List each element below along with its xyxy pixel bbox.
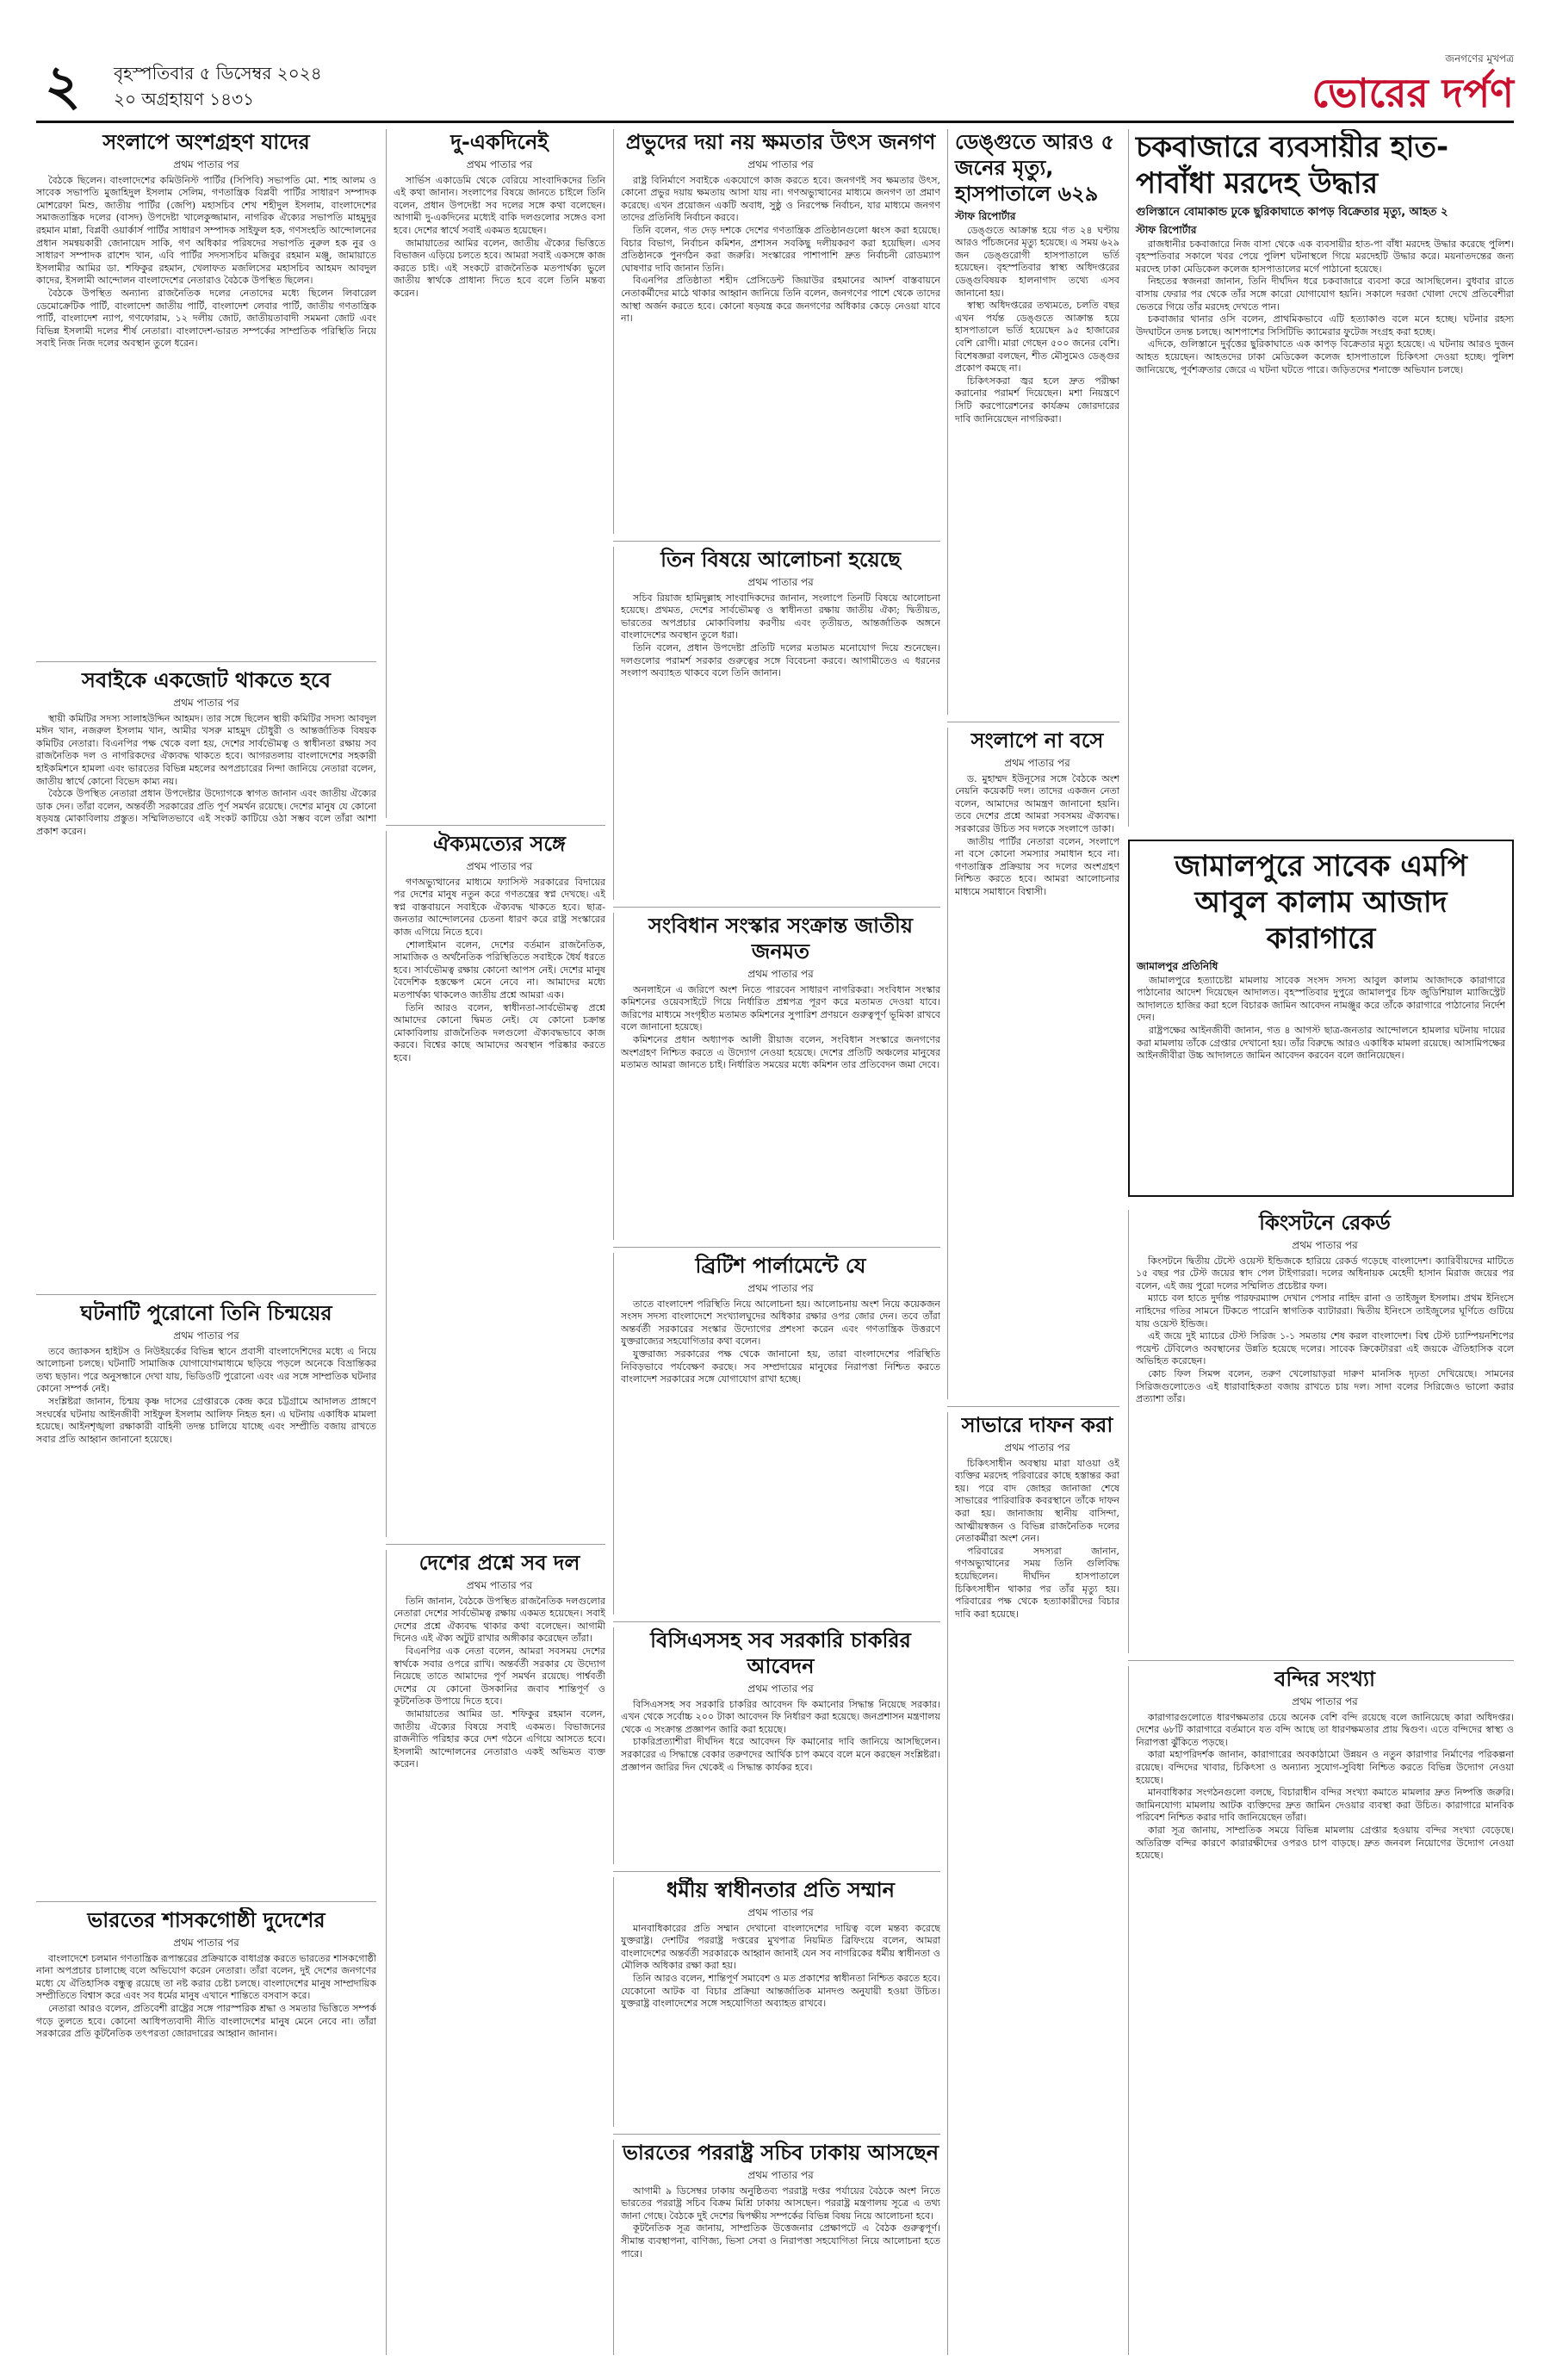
continued-label: প্রথম পাতার পর [747, 158, 814, 170]
paragraph: তিনি আরও বলেন, শান্তিপূর্ণ সমাবেশ ও মত প্রকাশের স্বাধীনতা নিশ্চিত করতে হবে। যেকোনো আটক বা বিচার প্রক্রিয়া আন্তর্জাতিক মানদণ্ড অনুযায়ী হওয়া উচিত। যুক্তরাষ্ট্র বাংলাদেশের সঙ্গে সহযোগিতা অব্যাহত রাখবে। [621, 1972, 940, 2010]
paragraph: পরিবারের সদস্যরা জানান, গণঅভ্যুত্থানের সময় তিনি গুলিবিদ্ধ হয়েছিলেন। দীর্ঘদিন হাসপাতালে চিকিৎসাধীন থাকার পর তাঁর মৃত্যু হয়। পরিবারের পক্ষ থেকে হত্যাকারীদের বিচার দাবি করা হয়েছে। [955, 1545, 1119, 1620]
paragraph: মানবাধিকারের প্রতি সম্মান দেখানো বাংলাদেশের দায়িত্ব বলে মন্তব্য করেছে যুক্তরাষ্ট্র। দেশটির পররাষ্ট্র দপ্তরের মুখপাত্র নিয়মিত ব্রিফিংয়ে বলেন, আমরা বাংলাদেশের অন্তর্বর্তী সরকারকে আহ্বান জানাই যেন সব নাগরিকের ধর্মীয় স্বাধীনতা ও মৌলিক অধিকার রক্ষা করা হয়। [621, 1922, 940, 1972]
continued-label: প্রথম পাতার পর [173, 1937, 239, 1949]
article [1128, 129, 1514, 827]
paragraph: বাংলাদেশে চলমান গণতান্ত্রিক রূপান্তরের প্রক্রিয়াকে বাধাগ্রস্ত করতে ভারতের শাসকগোষ্ঠী নানা অপপ্রচার চালাচ্ছে বলে অভিযোগ করেন নেতারা। তাঁরা বলেন, দুই দেশের জনগণের মধ্যে যে ঐতিহাসিক বন্ধুত্ব রয়েছে তা নষ্ট করার চেষ্টা চলছে। বাংলাদেশের মানুষ সাম্প্রদায়িক সম্প্রীতিতে বিশ্বাস করে এবং সব ধর্মের মানুষ এখানে শান্তিতে বসবাস করে। [36, 1952, 376, 2002]
headline: সংলাপে না বসে [970, 728, 1104, 753]
logo-tagline: জনগণের মুখপত্র [1445, 53, 1514, 65]
logo-name: ভোরের দর্পণ [1311, 70, 1514, 116]
paragraph: ড. মুহাম্মদ ইউনূসের সঙ্গে বৈঠকে অংশ নেয়নি কয়েকটি দল। তাদের একজন নেতা বলেন, আমাদের আমন্ত্রণ জানানো হয়নি। তবে দেশের প্রশ্নে আমরা সবসময় ঐক্যবদ্ধ। সরকারের উচিত সব দলকে সংলাপে ডাকা। [955, 772, 1119, 834]
headline: ধর্মীয় স্বাধীনতার প্রতি সম্মান [666, 1878, 895, 1902]
paragraph: সচিব রিয়াজ হামিদুল্লাহ সাংবাদিকদের জানান, সংলাপে তিনটি বিষয়ে আলোচনা হয়েছে। প্রথমত, দেশের সার্বভৌমত্ব ও স্বাধীনতা রক্ষায় জাতীয় ঐক্য; দ্বিতীয়ত, ভারতের অপপ্রচার মোকাবিলায় করণীয় এবং তৃতীয়ত, আন্তর্জাতিক অঙ্গনে বাংলাদেশের অবস্থান তুলে ধরা। [621, 592, 940, 641]
article [386, 1550, 605, 2355]
paragraph: তবে জ্যাকসন হাইটস ও নিউইয়র্কের বিভিন্ন স্থানে প্রবাসী বাংলাদেশিদের মধ্যে এ নিয়ে আলোচনা চলছে। ঘটনাটি সামাজিক যোগাযোগমাধ্যমে ছড়িয়ে পড়লে অনেকে বিভ্রান্তিকর তথ্য ছড়ান। পরে অনুসন্ধানে দেখা যায়, ভিডিওটি পুরোনো এবং এর সঙ্গে সাম্প্রতিক ঘটনার কোনো সম্পর্ক নেই। [36, 1345, 376, 1395]
byline: স্টাফ রিপোর্টার [955, 210, 1016, 222]
paragraph: বিএনপির প্রতিষ্ঠাতা শহীদ প্রেসিডেন্ট জিয়াউর রহমানের আদর্শ বাস্তবায়নে নেতাকর্মীদের মাঠে থাকার আহ্বান জানিয়ে তিনি বলেন, জনগণের পাশে থেকে তাদের আস্থা অর্জন করতে হবে। কোনো ষড়যন্ত্র করে জনগণের অধিকার কেড়ে নেওয়া যাবে না। [621, 275, 940, 325]
headline: কিংসটনে রেকর্ড [1259, 1211, 1391, 1235]
paragraph: কমিশনের প্রধান অধ্যাপক আলী রীয়াজ বলেন, সংবিধান সংস্কারে জনগণের অংশগ্রহণ নিশ্চিত করতে এ উদ্যোগ নেওয়া হয়েছে। দেশের প্রতিটি অঞ্চলের মানুষের মতামত আমরা জানতে চাই। নির্ধারিত সময়ের মধ্যে কমিশন তার প্রতিবেদন জমা দেবে। [621, 1033, 940, 1071]
article [386, 129, 605, 818]
headline: তিন বিষয়ে আলোচনা হয়েছে [660, 548, 901, 572]
headline: প্রভুদের দয়া নয় ক্ষমতার উৎস জনগণ [625, 130, 936, 154]
paragraph: জামায়াতের আমির বলেন, জাতীয় ঐক্যের ভিত্তিতে বিভাজন এড়িয়ে চলতে হবে। আমরা সবাই একসঙ্গে কাজ করতে চাই। এই সংকটে রাজনৈতিক মতপার্থক্য ভুলে জাতীয় স্বার্থকে প্রাধান্য দিতে হবে বলে তিনি মন্তব্য করেন। [394, 237, 605, 299]
headline: ভারতের শাসকগোষ্ঠী দুদেশের [87, 1908, 326, 1932]
continued-label: প্রথম পাতার পর [747, 576, 814, 588]
paragraph: গণঅভ্যুত্থানের মাধ্যমে ফ্যাসিস্ট সরকারের বিদায়ের পর দেশের মানুষ নতুন করে গণতন্ত্রের স্বপ্ন দেখছে। এই স্বপ্ন বাস্তবায়নে সবাইকে ঐক্যবদ্ধ থাকতে হবে। ছাত্র-জনতার আন্দোলনের চেতনা ধারণ করে রাষ্ট্র সংস্কারের কাজ এগিয়ে নিতে হবে। [394, 876, 605, 938]
continued-label: প্রথম পাতার পর [1004, 757, 1070, 769]
article [613, 913, 940, 1240]
paragraph: এই জয়ে দুই ম্যাচের টেস্ট সিরিজ ১-১ সমতায় শেষ করল বাংলাদেশ। বিশ্ব টেস্ট চ্যাম্পিয়নশিপের পয়েন্ট টেবিলেও অবস্থানের উন্নতি হয়েছে দলের। সাবেক ক্রিকেটাররা এই জয়কে ঐতিহাসিক বলে অভিহিত করেছেন। [1136, 1330, 1514, 1367]
date-gregorian: বৃহস্পতিবার ৫ ডিসেম্বর ২০২৪ [114, 63, 322, 84]
headline: বন্দির সংখ্যা [1274, 1667, 1375, 1691]
byline: স্টাফ রিপোর্টার [1136, 224, 1197, 236]
dateline [114, 60, 322, 112]
headline: ঘটনাটি পুরোনো তিনি চিন্ময়ের [80, 1301, 332, 1325]
date-bengali: ২০ অগ্রহায়ণ ১৪৩১ [114, 89, 255, 109]
continued-label: প্রথম পাতার পর [173, 1329, 239, 1342]
continued-label: প্রথম পাতার পর [747, 1683, 814, 1695]
continued-label: প্রথম পাতার পর [1004, 1441, 1070, 1453]
headline: চকবাজারে ব্যবসায়ীর হাত-পাবাঁধা মরদেহ উদ্ধার [1136, 130, 1449, 201]
article [613, 129, 940, 534]
headline: দেশের প্রশ্নে সব দল [418, 1551, 580, 1575]
article [613, 1253, 940, 1615]
paragraph: কিংসটনে দ্বিতীয় টেস্টে ওয়েস্ট ইন্ডিজকে হারিয়ে রেকর্ড গড়েছে বাংলাদেশ। ক্যারিবীয়দের মাটিতে ১৫ বছর পর টেস্ট জয়ের স্বাদ পেল টাইগাররা। দলের অধিনায়ক মেহেদী হাসান মিরাজ জয়ের পর বলেন, এই জয় পুরো দলের সম্মিলিত প্রচেষ্টার ফল। [1136, 1255, 1514, 1292]
article [1128, 1666, 1514, 2355]
article [613, 1877, 940, 2127]
paragraph: স্বাস্থ্য অধিদপ্তরের তথ্যমতে, চলতি বছর এখন পর্যন্ত ডেঙ্গুতে আক্রান্ত হয়ে হাসপাতালে ভর্তি হয়েছেন ৯৫ হাজারের বেশি রোগী। মারা গেছেন ৫০০ জনের বেশি। বিশেষজ্ঞরা বলছেন, শীত মৌসুমেও ডেঙ্গুর প্রকোপ কমছে না। [955, 300, 1119, 375]
paragraph: ম্যাচে বল হাতে দুর্দান্ত পারফরম্যান্স দেখান পেসার নাহিদ রানা ও তাইজুল ইসলাম। প্রথম ইনিংসে নাহিদের গতির সামনে টিকতে পারেনি স্বাগতিক ব্যাটাররা। দ্বিতীয় ইনিংসে তাইজুলের ঘূর্ণিতে গুটিয়ে যায় ওয়েস্ট ইন্ডিজ। [1136, 1292, 1514, 1329]
headline: ডেঙ্গুতে আরও ৫ জনের মৃত্যু, হাসপাতালে ৬২৯ [955, 130, 1115, 206]
continued-label: প্রথম পাতার পর [466, 1579, 533, 1591]
article [36, 1907, 376, 2355]
paragraph: বিএনপির এক নেতা বলেন, আমরা সবসময় দেশের স্বার্থকে সবার ওপরে রাখি। অন্তর্বর্তী সরকার যে উদ্যোগ নিয়েছে তাতে আমাদের পূর্ণ সমর্থন রয়েছে। পার্শ্ববর্তী দেশের যে কোনো উসকানির জবাব শান্তিপূর্ণ ও কূটনৈতিক উপায়ে দিতে হবে। [394, 1645, 605, 1708]
article [613, 547, 940, 900]
paragraph: মানবাধিকার সংগঠনগুলো বলছে, বিচারাধীন বন্দির সংখ্যা কমাতে মামলার দ্রুত নিষ্পত্তি জরুরি। জামিনযোগ্য মামলায় আটক ব্যক্তিদের দ্রুত জামিন দেওয়ার ব্যবস্থা করা উচিত। কারাগারে মানবিক পরিবেশ নিশ্চিত করার দাবি জানিয়েছেন তাঁরা। [1136, 1787, 1514, 1824]
headline: সংবিধান সংস্কার সংক্রান্ত জাতীয় জনমত [648, 914, 914, 964]
headline: ঐক্যমত্যের সঙ্গে [433, 832, 566, 856]
paragraph: তিনি আরও বলেন, স্বাধীনতা-সার্বভৌমত্ব প্রশ্নে আমাদের কোনো দ্বিমত নেই। যে কোনো চক্রান্ত মোকাবিলায় রাজনৈতিক দলগুলো ঐক্যবদ্ধভাবে কাজ করবে। বিশ্বের কাছে আমাদের অবস্থান পরিষ্কার করতে হবে। [394, 1001, 605, 1063]
headline: সবাইকে একজোট থাকতে হবে [82, 668, 331, 692]
paragraph: জামালপুরে হত্যাচেষ্টা মামলায় সাবেক সংসদ সদস্য আবুল কালাম আজাদকে কারাগারে পাঠানোর আদেশ দিয়েছেন আদালত। বৃহস্পতিবার দুপুরে জামালপুর চিফ জুডিশিয়াল ম্যাজিস্ট্রেট আদালতে হাজির করা হলে বিচারক জামিন আবেদন নামঞ্জুর করে তাঁকে কারাগারে পাঠানোর নির্দেশ দেন। [1137, 974, 1505, 1024]
paragraph: জামায়াতের আমির ডা. শফিকুর রহমান বলেন, জাতীয় ঐক্যের বিষয়ে সবাই একমত। বিভাজনের রাজনীতি পরিহার করে দেশ গঠনে এগিয়ে আসতে হবে। ইসলামী আন্দোলনের নেতারাও একই অভিমত ব্যক্ত করেন। [394, 1708, 605, 1770]
paragraph: কারা মহাপরিদর্শক জানান, কারাগারের অবকাঠামো উন্নয়ন ও নতুন কারাগার নির্মাণের পরিকল্পনা রয়েছে। বন্দিদের খাবার, চিকিৎসা ও অন্যান্য সুযোগ-সুবিধা নিশ্চিত করতে বিভিন্ন উদ্যোগ নেওয়া হয়েছে। [1136, 1749, 1514, 1786]
paragraph: চাকরিপ্রত্যাশীরা দীর্ঘদিন ধরে আবেদন ফি কমানোর দাবি জানিয়ে আসছিলেন। সরকারের এ সিদ্ধান্তে বেকার তরুণদের আর্থিক চাপ কমবে বলে মনে করছেন সংশ্লিষ্টরা। প্রজ্ঞাপন জারির দিন থেকেই এ সিদ্ধান্ত কার্যকর হবে। [621, 1736, 940, 1773]
article [36, 129, 376, 654]
paragraph: কূটনৈতিক সূত্র জানায়, সাম্প্রতিক উত্তেজনার প্রেক্ষাপটে এ বৈঠক গুরুত্বপূর্ণ। সীমান্ত ব্যবস্থাপনা, বাণিজ্য, ভিসা সেবা ও নিরাপত্তা সহযোগিতা নিয়ে আলোচনা হতে পারে। [621, 2222, 940, 2259]
headline: জামালপুরে সাবেক এমপি আবুল কালাম আজাদ কারাগারে [1175, 849, 1467, 956]
article [1128, 1210, 1514, 1653]
paragraph: বৈঠকে উপস্থিত নেতারা প্রধান উপদেষ্টার উদ্যোগকে স্বাগত জানান এবং জাতীয় ঐক্যের ডাক দেন। তাঁরা বলেন, অন্তর্বর্তী সরকারের প্রতি পূর্ণ সমর্থন রয়েছে। দেশের মানুষ যে কোনো ষড়যন্ত্র মোকাবিলায় প্রস্তুত। সম্মিলিতভাবে এই সংকট কাটিয়ে ওঠা সম্ভব বলে তাঁরা আশা প্রকাশ করেন। [36, 788, 376, 837]
paragraph: চকবাজার থানার ওসি বলেন, প্রাথমিকভাবে এটি হত্যাকাণ্ড বলে মনে হচ্ছে। ঘটনার রহস্য উদঘাটনে তদন্ত চলছে। আশপাশের সিসিটিভি ক্যামেরার ফুটেজ সংগ্রহ করা হচ্ছে। [1136, 313, 1514, 338]
article [947, 1412, 1119, 2355]
article [386, 831, 605, 1537]
headline: ব্রিটিশ পার্লামেন্টে যে [695, 1254, 866, 1278]
continued-label: প্রথম পাতার পর [747, 1906, 814, 1918]
continued-label: প্রথম পাতার পর [466, 158, 533, 170]
page-number: ২ [45, 53, 81, 118]
paragraph: রাষ্ট্রপক্ষের আইনজীবী জানান, গত ৪ আগস্ট ছাত্র-জনতার আন্দোলনে হামলার ঘটনায় দায়ের করা মামলায় তাঁকে গ্রেপ্তার দেখানো হয়। তাঁর বিরুদ্ধে আরও একাধিক মামলা রয়েছে। আসামিপক্ষের আইনজীবীরা উচ্চ আদালতে জামিন আবেদন করবেন বলে জানিয়েছেন। [1137, 1024, 1505, 1062]
paragraph: কারা সূত্র জানায়, সাম্প্রতিক সময়ে বিভিন্ন মামলায় গ্রেপ্তার হওয়ায় বন্দির সংখ্যা বেড়েছে। অতিরিক্ত বন্দির কারণে কারারক্ষীদের ওপরও চাপ বাড়ছে। দ্রুত জনবল নিয়োগের উদ্যোগ নেওয়া হয়েছে। [1136, 1824, 1514, 1862]
article [613, 2140, 940, 2355]
continued-label: প্রথম পাতার পর [1292, 1695, 1358, 1708]
article [613, 1627, 940, 1864]
continued-label: প্রথম পাতার পর [747, 968, 814, 980]
paragraph: এদিকে, গুলিস্তানে দুর্বৃত্তের ছুরিকাঘাতে এক কাপড় বিক্রেতার মৃত্যু হয়েছে। এ ঘটনায় আরও দুজন আহত হয়েছেন। আহতদের ঢাকা মেডিকেল কলেজ হাসপাতালে চিকিৎসা দেওয়া হচ্ছে। পুলিশ জানিয়েছে, পূর্বশত্রুতার জেরে এ ঘটনা ঘটতে পারে। জড়িতদের শনাক্তে অভিযান চলছে। [1136, 338, 1514, 375]
masthead [36, 52, 1514, 123]
article [947, 129, 1119, 715]
sub-headline: গুলিস্তানে বোমাকান্ড ঢুকে ছুরিকাঘাতে কাপড় বিক্রেতার মৃত্যু, আহত ২ [1136, 206, 1448, 219]
paragraph: তিনি জানান, বৈঠকে উপস্থিত রাজনৈতিক দলগুলোর নেতারা দেশের সার্বভৌমত্ব রক্ষায় একমত হয়েছেন। সবাই দেশের প্রশ্নে ঐক্যবদ্ধ থাকার কথা বলেছেন। আগামী দিনেও এই ঐক্য অটুট রাখার অঙ্গীকার করেছেন তাঁরা। [394, 1595, 605, 1645]
paragraph: যুক্তরাজ্য সরকারের পক্ষ থেকে জানানো হয়, তারা বাংলাদেশের পরিস্থিতি নিবিড়ভাবে পর্যবেক্ষণ করছে। সব সম্প্রদায়ের মানুষের নিরাপত্তা নিশ্চিত করতে বাংলাদেশ সরকারের সঙ্গে যোগাযোগ রাখা হচ্ছে। [621, 1348, 940, 1385]
paragraph: রাষ্ট্র বিনির্মাণে সবাইকে একযোগে কাজ করতে হবে। জনগণই সব ক্ষমতার উৎস, কোনো প্রভুর দয়ায় ক্ষমতায় আসা যায় না। গণঅভ্যুত্থানের মাধ্যমে জনগণ তা প্রমাণ করেছে। এখন প্রয়োজন একটি অবাধ, সুষ্ঠু ও নিরপেক্ষ নির্বাচন, যার মাধ্যমে জনগণ তাদের প্রতিনিধি নির্বাচন করবে। [621, 174, 940, 224]
headline: ভারতের পররাষ্ট্র সচিব ঢাকায় আসছেন [622, 2141, 939, 2165]
continued-label: প্রথম পাতার পর [747, 1282, 814, 1294]
article [36, 1300, 376, 1894]
headline: বিসিএসসহ সব সরকারি চাকরির আবেদন [650, 1628, 911, 1678]
article [1128, 840, 1514, 1197]
headline: সাভারে দাফন করা [961, 1413, 1113, 1437]
paragraph: শোলাইমান বলেন, দেশের বর্তমান রাজনৈতিক, সামাজিক ও অর্থনৈতিক পরিস্থিতিতে সবাইকে ধৈর্য ধরতে হবে। সার্বভৌমত্ব রক্ষায় কোনো আপস নেই। দেশের মানুষ বৈদেশিক হস্তক্ষেপ মেনে নেবে না। আমাদের মধ্যে মতপার্থক্য থাকলেও জাতীয় প্রশ্নে আমরা এক। [394, 939, 605, 1001]
paragraph: নেতারা আরও বলেন, প্রতিবেশী রাষ্ট্রের সঙ্গে পারস্পরিক শ্রদ্ধা ও সমতার ভিত্তিতে সম্পর্ক গড়ে তুলতে হবে। কোনো আধিপত্যবাদী নীতি বাংলাদেশের মানুষ মেনে নেবে না। তাঁরা সরকারের প্রতি কূটনৈতিক তৎপরতা জোরদারের আহ্বান জানান। [36, 2002, 376, 2040]
paragraph: তিনি বলেন, গত দেড় দশকে দেশের গণতান্ত্রিক প্রতিষ্ঠানগুলো ধ্বংস করা হয়েছে। বিচার বিভাগ, নির্বাচন কমিশন, প্রশাসন সবকিছু দলীয়করণ করা হয়েছিল। এসব প্রতিষ্ঠানকে পুনর্গঠন করা জরুরি। সংস্কারের পাশাপাশি দ্রুত নির্বাচনী রোডম্যাপ ঘোষণার দাবি জানান তিনি। [621, 224, 940, 274]
paragraph: কোচ ফিল সিমন্স বলেন, তরুণ খেলোয়াড়রা দারুণ মানসিক দৃঢ়তা দেখিয়েছে। সামনের সিরিজগুলোতেও এই ধারাবাহিকতা বজায় রাখতে চায় দল। সাদা বলের সিরিজেও ভালো করার প্রত্যাশা তাঁর। [1136, 1367, 1514, 1405]
paragraph: ডেঙ্গুতে আক্রান্ত হয়ে গত ২৪ ঘণ্টায় আরও পাঁচজনের মৃত্যু হয়েছে। এ সময় ৬২৯ জন ডেঙ্গুরোগী হাসপাতালে ভর্তি হয়েছেন। বৃহস্পতিবার স্বাস্থ্য অধিদপ্তরের ডেঙ্গুবিষয়ক হালনাগাদ তথ্যে এসব জানানো হয়। [955, 224, 1119, 299]
paragraph: কারাগারগুলোতে ধারণক্ষমতার চেয়ে অনেক বেশি বন্দি রয়েছে বলে জানিয়েছে কারা অধিদপ্তর। দেশের ৬৮টি কারাগারে বর্তমানে যত বন্দি আছে তা ধারণক্ষমতার প্রায় দ্বিগুণ। এতে বন্দিদের স্বাস্থ্য ও নিরাপত্তা ঝুঁকিতে পড়ছে। [1136, 1711, 1514, 1748]
paragraph: আগামী ৯ ডিসেম্বর ঢাকায় অনুষ্ঠিতব্য পররাষ্ট্র দপ্তর পর্যায়ের বৈঠকে অংশ নিতে ভারতের পররাষ্ট্র সচিব বিক্রম মিশ্রি ঢাকায় আসছেন। পররাষ্ট্র মন্ত্রণালয় সূত্রে এ তথ্য জানা গেছে। বৈঠকে দুই দেশের দ্বিপক্ষীয় সম্পর্কের বিভিন্ন বিষয় নিয়ে আলোচনা হবে। [621, 2185, 940, 2222]
paragraph: তিনি বলেন, প্রধান উপদেষ্টা প্রতিটি দলের মতামত মনোযোগ দিয়ে শুনেছেন। দলগুলোর পরামর্শ সরকার গুরুত্বের সঙ্গে বিবেচনা করবে। আগামীতেও এ ধরনের সংলাপ অব্যাহত থাকবে বলে তিনি জানান। [621, 641, 940, 679]
article [947, 728, 1119, 1399]
paragraph: জাতীয় পার্টির নেতারা বলেন, সংলাপে না বসে কোনো সমস্যার সমাধান হবে না। গণতান্ত্রিক প্রক্রিয়ায় সব দলের অংশগ্রহণ নিশ্চিত করতে হবে। আমরা আলোচনার মাধ্যমে সমাধানে বিশ্বাসী। [955, 835, 1119, 897]
headline: সংলাপে অংশগ্রহণ যাদের [102, 130, 310, 154]
paragraph: চিকিৎসাধীন অবস্থায় মারা যাওয়া ওই ব্যক্তির মরদেহ পরিবারের কাছে হস্তান্তর করা হয়। পরে বাদ জোহর জানাজা শেষে সাভারের পারিবারিক কবরস্থানে তাঁকে দাফন করা হয়। জানাজায় স্থানীয় বাসিন্দা, আত্মীয়স্বজন ও বিভিন্ন রাজনৈতিক দলের নেতাকর্মীরা অংশ নেন। [955, 1457, 1119, 1545]
paragraph: স্থায়ী কমিটির সদস্য সালাহউদ্দিন আহমদ। তার সঙ্গে ছিলেন স্থায়ী কমিটির সদস্য আবদুল মঈন খান, নজরুল ইসলাম খান, আমীর খসরু মাহমুদ চৌধুরী ও আন্তর্জাতিক বিষয়ক কমিটির নেতারা। বিএনপির পক্ষ থেকে বলা হয়, দেশের সার্বভৌমত্ব ও স্বাধীনতা রক্ষায় সব রাজনৈতিক দল ও নাগরিকদের ঐক্যবদ্ধ থাকতে হবে। আগরতলায় বাংলাদেশের সহকারী হাইকমিশনে হামলা এবং ভারতের বিভিন্ন মহলের অপপ্রচারের নিন্দা জানিয়ে নেতারা বলেন, জাতীয় স্বার্থে কোনো বিভেদ কাম্য নয়। [36, 712, 376, 787]
byline: জামালপুর প্রতিনিধি [1137, 960, 1218, 972]
continued-label: প্রথম পাতার পর [466, 860, 533, 872]
paragraph: অনলাইনে এ জরিপে অংশ নিতে পারবেন সাধারণ নাগরিকরা। সংবিধান সংস্কার কমিশনের ওয়েবসাইটে গিয়ে নির্ধারিত প্রশ্নপত্র পূরণ করে মতামত দেওয়া যাবে। জরিপের মাধ্যমে সংগৃহীত মতামত কমিশনের সুপারিশ প্রণয়নে গুরুত্বপূর্ণ ভূমিকা রাখবে বলে জানানো হয়েছে। [621, 983, 940, 1033]
paragraph: রাজধানীর চকবাজারে নিজ বাসা থেকে এক ব্যবসায়ীর হাত-পা বাঁধা মরদেহ উদ্ধার করেছে পুলিশ। বৃহস্পতিবার সকালে খবর পেয়ে পুলিশ ঘটনাস্থলে গিয়ে মরদেহটি উদ্ধার করে। ময়নাতদন্তের জন্য মরদেহ ঢাকা মেডিকেল কলেজ হাসপাতালের মর্গে পাঠানো হয়েছে। [1136, 238, 1514, 275]
paragraph: নিহতের স্বজনরা জানান, তিনি দীর্ঘদিন ধরে চকবাজারে ব্যবসা করে আসছিলেন। বুধবার রাতে বাসায় ফেরার পর থেকে তাঁর সঙ্গে কারো যোগাযোগ হয়নি। সকালে দরজা খোলা দেখে প্রতিবেশীরা ভেতরে গিয়ে তাঁর মরদেহ দেখতে পান। [1136, 276, 1514, 313]
paragraph: তাতে বাংলাদেশ পরিস্থিতি নিয়ে আলোচনা হয়। আলোচনায় অংশ নিয়ে কয়েকজন সংসদ সদস্য বাংলাদেশে সংখ্যালঘুদের অধিকার রক্ষার ওপর জোর দেন। তবে তাঁরা অন্তর্বর্তী সরকারের সংস্কার উদ্যোগের প্রশংসা করেন এবং গণতান্ত্রিক উত্তরণে যুক্তরাজ্যের সহযোগিতার কথা বলেন। [621, 1298, 940, 1348]
article [36, 667, 376, 1287]
paragraph: সার্ভিস একাডেমি থেকে বেরিয়ে সাংবাদিকদের তিনি এই কথা জানান। সংলাপের বিষয়ে জানতে চাইলে তিনি বলেন, প্রধান উপদেষ্টা সব দলের সঙ্গে কথা বলেছেন। আগামী দু-একদিনের মধ্যেই বাকি দলগুলোর সঙ্গেও বসা হবে। দেশের স্বার্থে সবাই একমত হয়েছেন। [394, 174, 605, 236]
continued-label: প্রথম পাতার পর [173, 158, 239, 170]
paragraph: সংশ্লিষ্টরা জানান, চিন্ময় কৃষ্ণ দাসের গ্রেপ্তারকে কেন্দ্র করে চট্টগ্রামে আদালত প্রাঙ্গণে সংঘর্ষের ঘটনায় আইনজীবী সাইফুল ইসলাম আলিফ নিহত হন। এ ঘটনায় একাধিক মামলা হয়েছে। আইনশৃঙ্খলা রক্ষাকারী বাহিনী তদন্ত চালিয়ে যাচ্ছে এবং সম্প্রীতি বজায় রাখতে সবার প্রতি আহ্বান জানানো হয়েছে। [36, 1395, 376, 1445]
newspaper-logo [1311, 52, 1514, 117]
continued-label: প্রথম পাতার পর [747, 2169, 814, 2181]
paragraph: বৈঠকে ছিলেন। বাংলাদেশের কমিউনিস্ট পার্টির (সিপিবি) সভাপতি মো. শাহ আলম ও সাবেক সভাপতি মুজাহিদুল ইসলাম সেলিম, গণতান্ত্রিক বিপ্লবী পার্টির সাধারণ সম্পাদক মোশরেফা মিশু, জাতীয় পার্টির (জেপি) মহাসচিব শেখ শহীদুল ইসলাম, বাংলাদেশের সমাজতান্ত্রিক দলের (বাসদ) উপদেষ্টা খালেকুজ্জামান, নাগরিক ঐক্যের সভাপতি মাহমুদুর রহমান মান্না, বিপ্লবী ওয়ার্কার্স পার্টির সাধারণ সম্পাদক সাইফুল হক, গণসংহতি আন্দোলনের প্রধান সমন্বয়কারী জোনায়েদ সাকি, গণ অধিকার পরিষদের সভাপতি নুরুল হক নুর ও সাধারণ সম্পাদক রাশেদ খান, এবি পার্টির সদস্যসচিব মজিবুর রহমান মঞ্জু, জামায়াতে ইসলামীর আমির ডা. শফিকুর রহমান, খেলাফত মজলিসের মহাসচিব আহমদ আবদুল কাদের, ইসলামী আন্দোলন বাংলাদেশের নেতারাও বৈঠকে উপস্থিত ছিলেন। [36, 174, 376, 287]
continued-label: প্রথম পাতার পর [173, 697, 239, 709]
paragraph: চিকিৎসকরা জ্বর হলে দ্রুত পরীক্ষা করানোর পরামর্শ দিয়েছেন। মশা নিয়ন্ত্রণে সিটি করপোরেশনের কার্যক্রম জোরদারের দাবি জানিয়েছেন নাগরিকরা। [955, 375, 1119, 425]
paragraph: বৈঠকে উপস্থিত অন্যান্য রাজনৈতিক দলের নেতাদের মধ্যে ছিলেন লিবারেল ডেমোক্রেটিক পার্টি, বাংলাদেশ জাতীয় পার্টি, বাংলাদেশ লেবার পার্টি, জাতীয় গণতান্ত্রিক পার্টি, বাংলাদেশ ন্যাপ, গণফোরাম, ১২ দলীয় জোট, জাতীয়তাবাদী সমমনা জোট এবং বিভিন্ন ইসলামী দলের শীর্ষ নেতারা। বাংলাদেশ-ভারত সম্পর্কের সাম্প্রতিক পরিস্থিতি নিয়ে সবাই নিজ নিজ দলের অবস্থান তুলে ধরেন। [36, 287, 376, 350]
paragraph: বিসিএসসহ সব সরকারি চাকরির আবেদন ফি কমানোর সিদ্ধান্ত নিয়েছে সরকার। এখন থেকে সর্বোচ্চ ২০০ টাকা আবেদন ফি নির্ধারণ করা হয়েছে। জনপ্রশাসন মন্ত্রণালয় থেকে এ সংক্রান্ত প্রজ্ঞাপন জারি করা হয়েছে। [621, 1698, 940, 1735]
continued-label: প্রথম পাতার পর [1292, 1239, 1358, 1251]
headline: দু-একদিনেই [450, 130, 549, 154]
